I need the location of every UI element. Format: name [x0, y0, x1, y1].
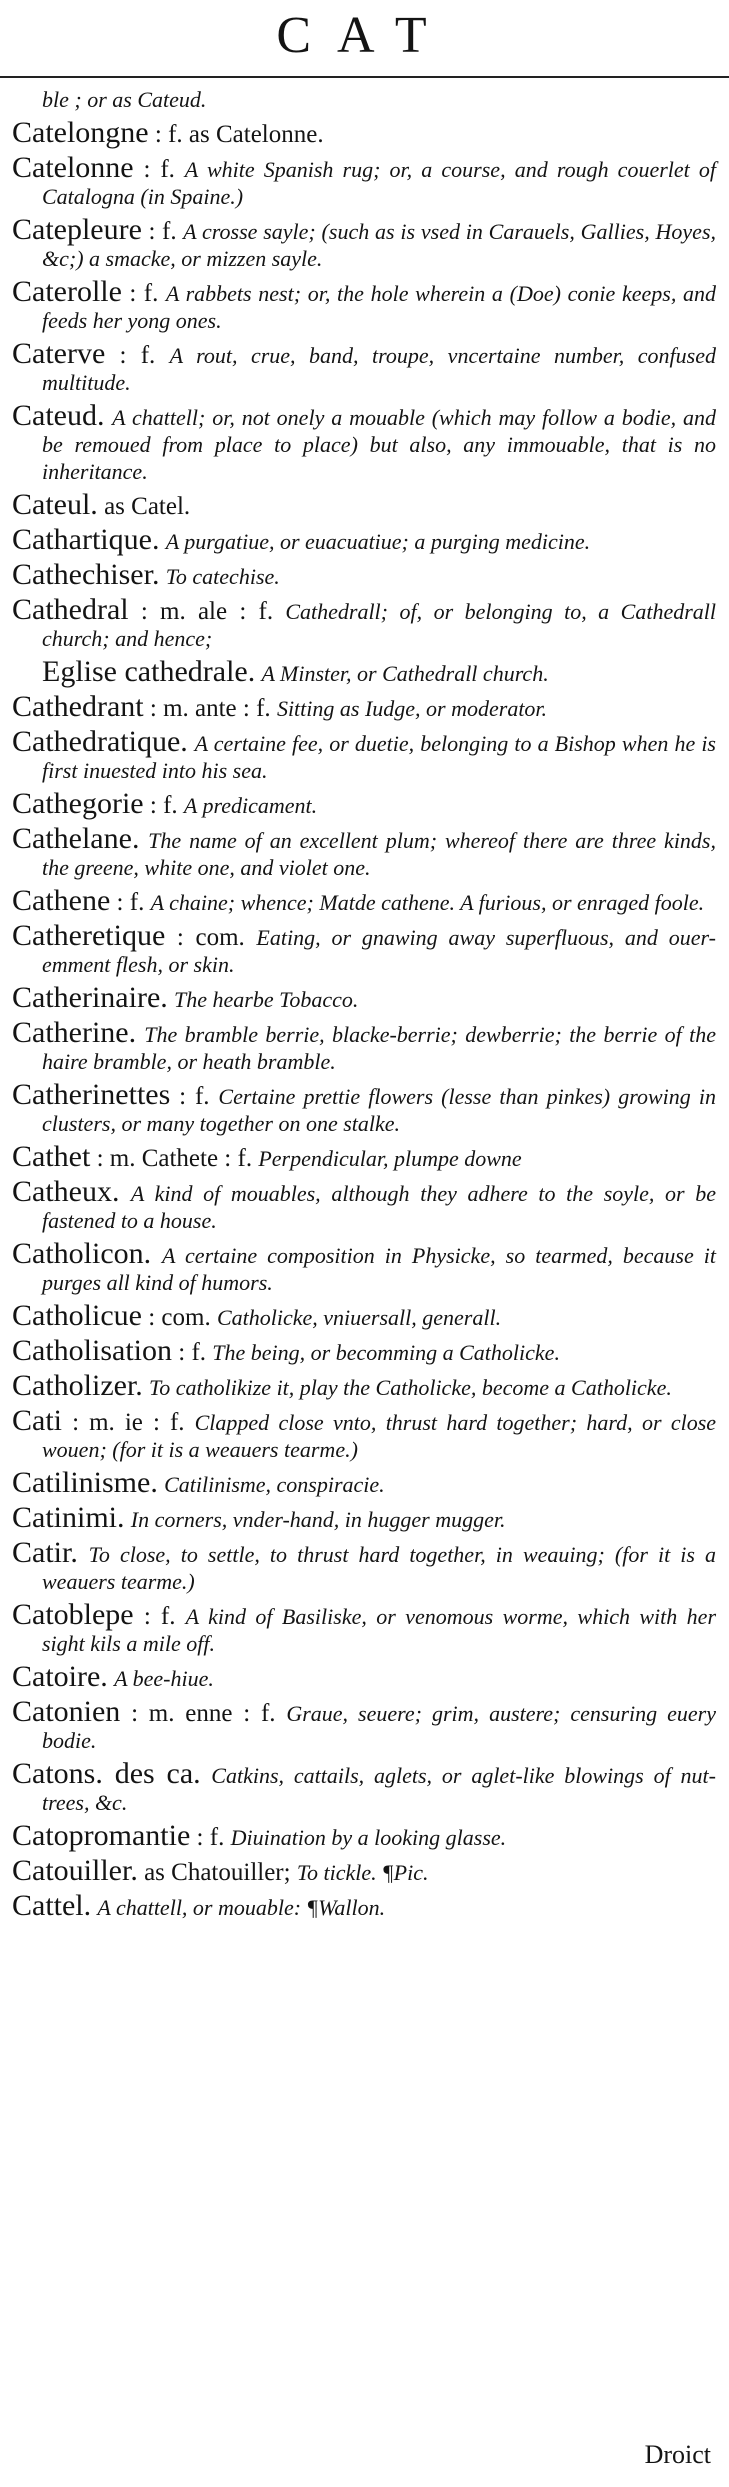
- entry-grammar: : f.: [179, 1083, 210, 1110]
- entry-headword: Catinimi.: [12, 1501, 125, 1534]
- entry-headword: Cathegorie: [12, 787, 144, 820]
- dictionary-entry: [12, 1369, 716, 1402]
- dictionary-entry: [12, 725, 716, 784]
- entry-grammar: : m. ie : f.: [72, 1409, 185, 1436]
- entry-grammar: : f.: [196, 1824, 225, 1851]
- entry-grammar: : com.: [176, 924, 245, 951]
- entry-headword: Catopromantie: [12, 1819, 191, 1852]
- entry-definition: A rabbets nest; or, the hole wherein a (Doe) conie keeps, and feeds her yong ones.: [42, 281, 717, 333]
- entry-definition: Sitting as Iudge, or moderator.: [276, 696, 548, 721]
- dictionary-entry: [12, 1334, 716, 1367]
- entry-grammar: : f.: [143, 1603, 176, 1630]
- entry-definition: Certaine prettie flowers (lesse than pinkes) growing in clusters, or many together on one stalke.: [42, 1084, 717, 1136]
- dictionary-entry: [12, 523, 716, 556]
- entry-list: [12, 84, 716, 1927]
- entry-grammar: : f. as Catelonne.: [154, 121, 324, 148]
- entry-headword: Catholisation: [12, 1334, 172, 1367]
- entry-definition: A rout, crue, band, troupe, vncertaine number, confused multitude.: [42, 343, 716, 395]
- dictionary-entry: [12, 981, 716, 1014]
- entry-grammar: : f.: [129, 280, 159, 307]
- dictionary-entry: [12, 151, 717, 210]
- entry-headword: Catelongne: [12, 116, 149, 149]
- entry-headword: Catoblepe: [12, 1598, 134, 1631]
- entry-headword: Catons. des ca.: [12, 1757, 201, 1790]
- dictionary-entry: [12, 84, 716, 113]
- dictionary-entry: [12, 116, 716, 149]
- entry-grammar: as Chatouiller;: [144, 1859, 291, 1886]
- dictionary-entry: [12, 1016, 717, 1075]
- dictionary-entry: [12, 1140, 716, 1173]
- entry-definition: A purgatiue, or euacuatiue; a purging medicine.: [165, 529, 591, 554]
- entry-definition: Graue, seuere; grim, austere; censuring euery bodie.: [42, 1701, 717, 1753]
- entry-definition: A crosse sayle; (such as is vsed in Carauels, Gallies, Hoyes, &c;) a smacke, or mizzen sayle.: [42, 219, 717, 271]
- dictionary-entry: [12, 1175, 717, 1234]
- dictionary-entry: [12, 337, 716, 396]
- entry-definition: A Minster, or Cathedrall church.: [261, 661, 549, 686]
- entry-definition: The bramble berrie, blacke-berrie; dewberrie; the berrie of the haire bramble, or heath bramble.: [42, 1022, 717, 1074]
- entry-headword: Catherinaire.: [12, 981, 168, 1014]
- entry-headword: Catholizer.: [12, 1369, 143, 1402]
- dictionary-entry: [12, 1854, 716, 1887]
- entry-headword: Cathedral: [12, 593, 129, 626]
- entry-grammar: : com.: [148, 1304, 211, 1331]
- entry-definition: A certaine composition in Physicke, so tearmed, because it purges all kind of humors.: [42, 1243, 717, 1295]
- dictionary-entry: [12, 1819, 716, 1852]
- entry-definition: Clapped close vnto, thrust hard together; hard, or close wouen; (for it is a weauers tearme.): [42, 1410, 717, 1462]
- entry-headword: Catonien: [12, 1695, 121, 1728]
- dictionary-entry: [12, 1757, 716, 1816]
- entry-definition: Cathedrall; of, or belonging to, a Cathedrall church; and hence;: [42, 599, 716, 651]
- catchword: Droict: [644, 2440, 711, 2469]
- dictionary-entry: [12, 1660, 716, 1693]
- dictionary-entry: [12, 919, 716, 978]
- entry-headword: Catoire.: [12, 1660, 108, 1693]
- entry-definition: A predicament.: [183, 793, 318, 818]
- entry-definition: Catholicke, vniuersall, generall.: [216, 1305, 502, 1330]
- entry-definition: To catechise.: [165, 564, 280, 589]
- entry-grammar: : f.: [119, 342, 156, 369]
- entry-definition: The hearbe Tobacco.: [174, 987, 359, 1012]
- entry-definition: A chattell, or mouable: ¶Wallon.: [97, 1895, 386, 1920]
- entry-headword: Catir.: [12, 1536, 78, 1569]
- entry-headword: Cathedratique.: [12, 725, 188, 758]
- entry-headword: Catherine.: [12, 1016, 137, 1049]
- dictionary-entry: [12, 488, 716, 521]
- entry-headword: Catepleure: [12, 213, 142, 246]
- entry-definition: To close, to settle, to thrust hard together, in weauing; (for it is a weauers tearme.): [42, 1542, 717, 1594]
- entry-headword: Caterve: [12, 337, 106, 370]
- entry-grammar: : f.: [149, 792, 178, 819]
- entry-grammar: : f.: [116, 889, 145, 916]
- entry-grammar: : m. ale : f.: [140, 598, 274, 625]
- entry-grammar: : f.: [178, 1339, 207, 1366]
- entry-headword: Cathet: [12, 1140, 91, 1173]
- entry-grammar: : f.: [143, 156, 175, 183]
- dictionary-entry: [12, 399, 716, 485]
- entry-definition: Eating, or gnawing away superfluous, and ouer-emment flesh, or skin.: [42, 925, 716, 977]
- entry-headword: Catelonne: [12, 151, 134, 184]
- dictionary-entry: [12, 822, 716, 881]
- entry-headword: Cateul.: [12, 488, 98, 521]
- entry-headword: Cathechiser.: [12, 558, 160, 591]
- entry-headword: Catouiller.: [12, 1854, 138, 1887]
- dictionary-entry: [12, 593, 716, 652]
- entry-headword: Catholicue: [12, 1299, 142, 1332]
- entry-definition: A chaine; whence; Matde cathene. A furious, or enraged foole.: [150, 890, 705, 915]
- page-header: CAT: [276, 7, 453, 64]
- entry-definition: Diuination by a looking glasse.: [230, 1825, 507, 1850]
- dictionary-entry: [12, 884, 716, 917]
- entry-definition: Perpendicular, plumpe downe: [258, 1146, 522, 1171]
- entry-headword: Cathelane.: [12, 822, 140, 855]
- entry-grammar: as Catel.: [104, 493, 191, 520]
- entry-headword: Catholicon.: [12, 1237, 152, 1270]
- entry-headword: Cateud.: [12, 399, 105, 432]
- dictionary-entry: [12, 275, 717, 334]
- dictionary-entry: [12, 1598, 717, 1657]
- entry-definition: The name of an excellent plum; whereof there are three kinds, the greene, white one, and violet one.: [42, 828, 716, 880]
- entry-headword: Caterolle: [12, 275, 122, 308]
- entry-grammar: : m. ante : f.: [149, 695, 271, 722]
- entry-definition: A white Spanish rug; or, a course, and rough couerlet of Catalogna (in Spaine.): [42, 157, 717, 209]
- dictionary-entry: [12, 1889, 716, 1922]
- entry-definition: In corners, vnder-hand, in hugger mugger.: [130, 1507, 506, 1532]
- entry-headword: Cattel.: [12, 1889, 92, 1922]
- entry-definition: Catkins, cattails, aglets, or aglet-like blowings of nut-trees, &c.: [42, 1763, 716, 1815]
- entry-definition: A chattell; or, not onely a mouable (which may follow a bodie, and be remoued from place to place) but also, any immouable, that is no inheritance.: [42, 405, 716, 484]
- entry-headword: Eglise cathedrale.: [42, 655, 256, 688]
- entry-definition: ble ; or as Cateud.: [42, 87, 207, 112]
- dictionary-entry: [12, 690, 716, 723]
- entry-definition: Catilinisme, conspiracie.: [164, 1472, 385, 1497]
- dictionary-entry: [12, 787, 716, 820]
- entry-headword: Catheretique: [12, 919, 166, 952]
- entry-definition: A certaine fee, or duetie, belonging to a Bishop when he is first inuested into his sea.: [42, 731, 716, 783]
- entry-headword: Cathene: [12, 884, 111, 917]
- entry-definition: The being, or becomming a Catholicke.: [212, 1340, 560, 1365]
- dictionary-entry: [12, 1404, 717, 1463]
- dictionary-entry: [12, 1501, 716, 1534]
- dictionary-entry: [12, 1695, 717, 1754]
- entry-headword: Catheux.: [12, 1175, 120, 1208]
- entry-headword: Cati: [12, 1404, 62, 1437]
- dictionary-entry: [12, 1237, 717, 1296]
- entry-definition: A kind of Basiliske, or venomous worme, which with her sight kils a mile off.: [42, 1604, 717, 1656]
- entry-definition: To catholikize it, play the Catholicke, become a Catholicke.: [149, 1375, 672, 1400]
- entry-headword: Catherinettes: [12, 1078, 171, 1111]
- entry-definition: To tickle. ¶Pic.: [296, 1860, 429, 1885]
- entry-grammar: : m. enne : f.: [131, 1700, 276, 1727]
- entry-definition: A kind of mouables, although they adhere to the soyle, or be fastened to a house.: [42, 1181, 717, 1233]
- entry-headword: Cathedrant: [12, 690, 144, 723]
- entry-grammar: : f.: [148, 218, 177, 245]
- entry-grammar: : m. Cathete : f.: [96, 1145, 253, 1172]
- dictionary-entry: [12, 1536, 717, 1595]
- dictionary-entry: [12, 1299, 716, 1332]
- dictionary-entry: [12, 1466, 716, 1499]
- entry-headword: Catilinisme.: [12, 1466, 158, 1499]
- dictionary-entry: [12, 1078, 717, 1137]
- dictionary-entry: [12, 558, 716, 591]
- entry-definition: A bee-hiue.: [114, 1666, 214, 1691]
- dictionary-entry: [12, 213, 717, 272]
- entry-headword: Cathartique.: [12, 523, 160, 556]
- dictionary-entry: [12, 655, 716, 688]
- header-rule: [0, 76, 729, 78]
